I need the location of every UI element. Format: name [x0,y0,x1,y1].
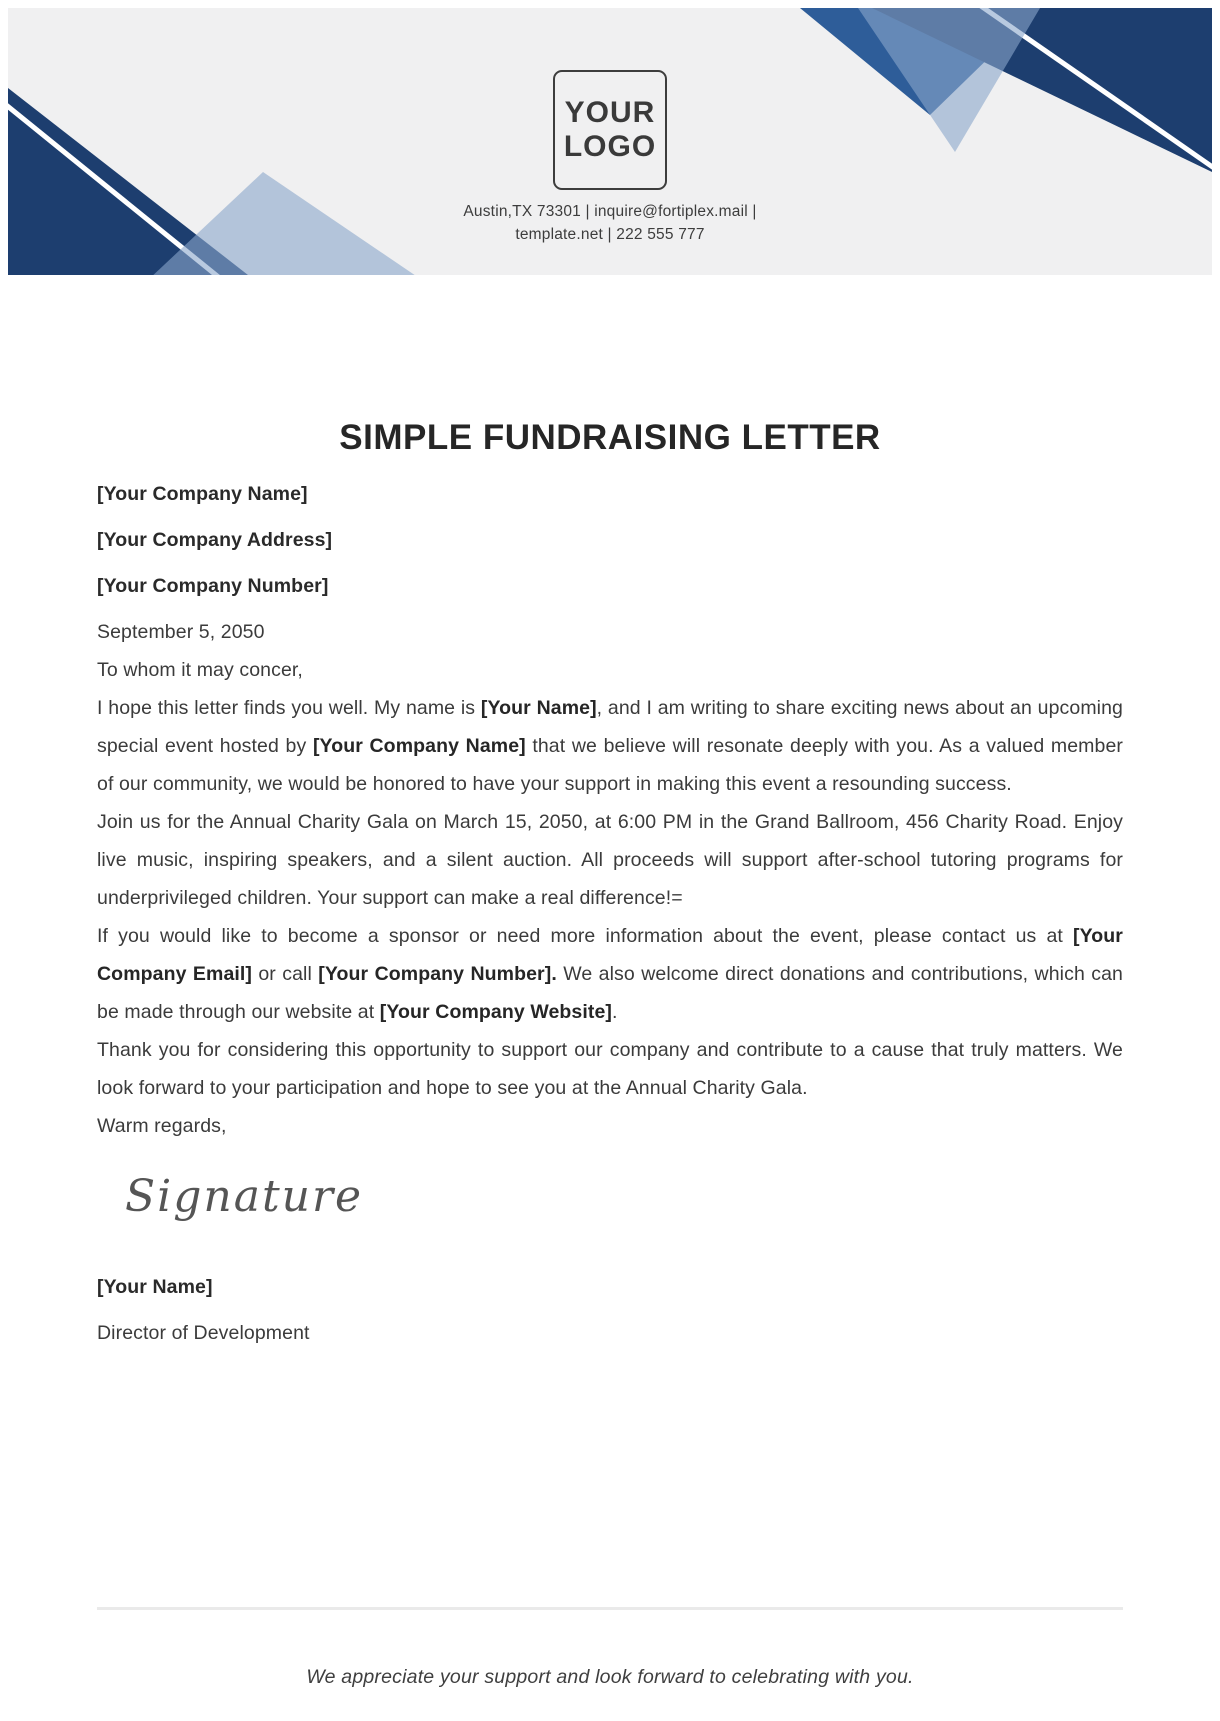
signer-name-placeholder: [Your Name] [97,1276,213,1298]
letter-body [97,275,1123,1352]
contact-line2: template.net | 222 555 777 [515,226,705,243]
paragraph-thanks: Thank you for considering this opportunity to support our company and contribute to a cause that truly matters. We look forward to your participation and hope to see you at the Annual Charity Gala. [97,1039,1123,1099]
right-light-triangle [858,8,1040,152]
letter-date: September 5, 2050 [97,621,265,643]
salutation: To whom it may concer, [97,659,303,681]
logo-text-line2: LOGO [563,130,657,163]
closing: Warm regards, [97,1115,227,1137]
footer-note: We appreciate your support and look forward to celebrating with you. [306,1666,914,1688]
logo [553,70,667,190]
company-name-placeholder: [Your Company Name] [97,483,308,505]
logo-text-line1: YOUR [564,96,656,129]
signer-title: Director of Development [97,1322,310,1344]
letter-title: SIMPLE FUNDRAISING LETTER [339,418,881,457]
paragraph-sponsor-contact: If you would like to become a sponsor or need more information about the event, please contact us at [Your Company Email] or call [Your Company Number]. We also welcome direct donations and contributions, which can be made through our website at [Your Company Website]. [97,925,1123,1023]
paragraph-event-details: Join us for the Annual Charity Gala on March 15, 2050, at 6:00 PM in the Grand Ballroom, 456 Charity Road. Enjoy live music, inspiring speakers, and a silent auction. All proceeds will support after-school tutoring programs for underprivileged children. Your support can make a real difference!= [97,811,1123,909]
signature-script: Signature [125,1171,364,1222]
contact-info [8,200,1212,246]
paragraph-intro: I hope this letter finds you well. My name is [Your Name], and I am writing to share exciting news about an upcoming special event hosted by [Your Company Name] that we believe will resonate deeply with you. As a valued member of our community, we would be honored to have your support in making this event a resounding success. [97,697,1124,795]
footer-divider [97,1607,1123,1610]
company-number-placeholder: [Your Company Number] [97,575,329,597]
company-address-placeholder: [Your Company Address] [97,529,333,551]
letterhead [8,8,1212,275]
contact-line1: Austin,TX 73301 | inquire@fortiplex.mail | [463,203,757,220]
